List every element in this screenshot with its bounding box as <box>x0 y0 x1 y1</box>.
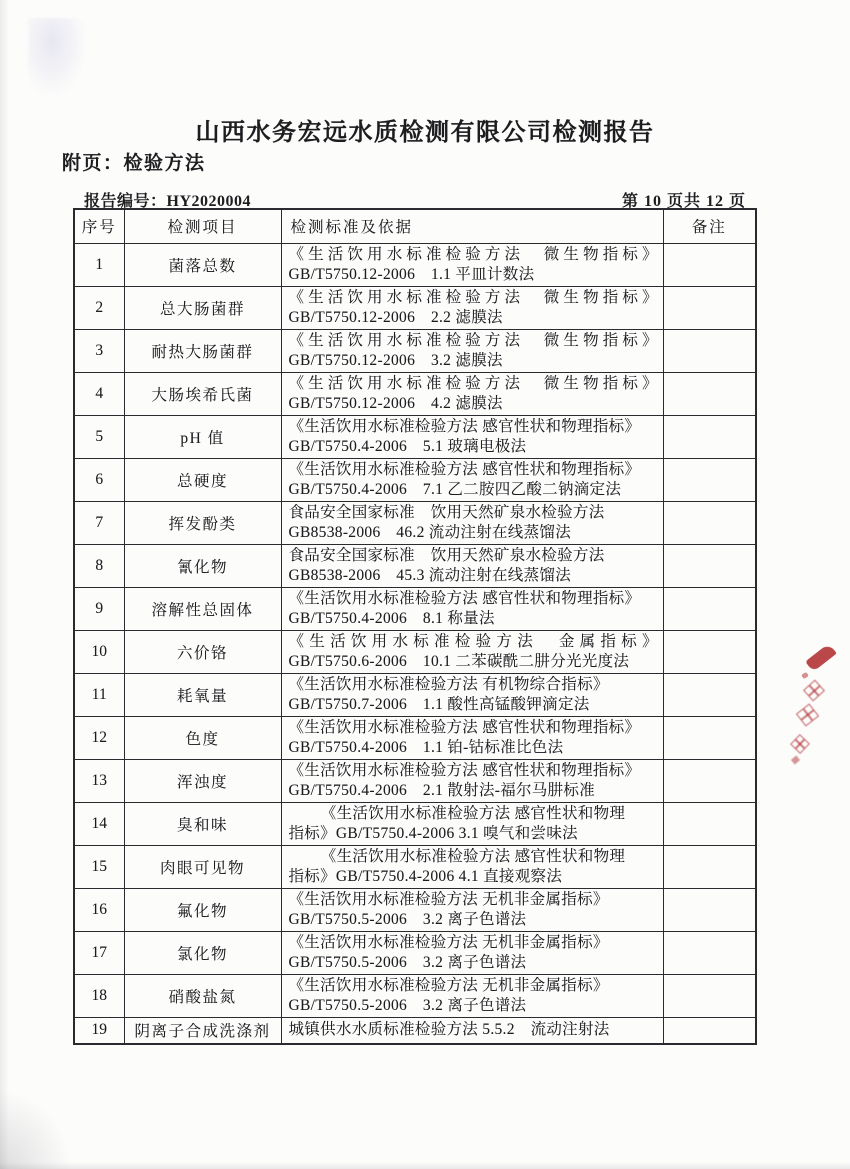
table-row <box>74 415 756 458</box>
row-number-cell: 8 <box>74 544 124 587</box>
table-row <box>74 243 756 286</box>
row-number-cell: 9 <box>74 587 124 630</box>
standard-line: 《生活饮用水标准检验方法 感官性状和物理指标》 <box>288 417 641 435</box>
remark-cell <box>663 630 756 673</box>
standard-line: GB/T5750.12-2006 4.2 滤膜法 <box>288 394 503 412</box>
standard-line: GB/T5750.4-2006 2.1 散射法-福尔马肼标准 <box>288 781 596 799</box>
item-name-cell: 溶解性总固体 <box>124 587 281 630</box>
item-name-cell: 总硬度 <box>124 458 281 501</box>
standard-cell <box>281 415 663 458</box>
seal-glyph-mark <box>803 680 825 702</box>
red-seal-fragment <box>792 645 840 773</box>
standard-cell <box>281 1017 663 1044</box>
row-number-cell: 7 <box>74 501 124 544</box>
remark-cell <box>663 974 756 1017</box>
report-title: 山西水务宏远水质检测有限公司检测报告 <box>195 119 655 147</box>
standard-line: 《生活饮用水标准检验方法 感官性状和物理 <box>320 804 626 822</box>
standard-line: GB/T5750.12-2006 3.2 滤膜法 <box>288 351 503 369</box>
row-number-cell: 15 <box>74 845 124 888</box>
standard-line: GB8538-2006 45.3 流动注射在线蒸馏法 <box>288 566 571 584</box>
table-row <box>74 759 756 802</box>
standard-cell <box>281 286 663 329</box>
remark-cell <box>663 716 756 759</box>
item-name-cell: 肉眼可见物 <box>124 845 281 888</box>
standard-cell <box>281 931 663 974</box>
standard-line: 《生活饮用水标准检验方法 有机物综合指标》 <box>288 675 609 693</box>
standard-line: GB/T5750.12-2006 1.1 平皿计数法 <box>288 265 535 283</box>
standard-cell <box>281 716 663 759</box>
row-number-cell: 1 <box>74 243 124 286</box>
seal-glyph-mark <box>796 703 819 726</box>
row-number-cell: 17 <box>74 931 124 974</box>
remark-cell <box>663 501 756 544</box>
page-indicator: 第 10 页共 12 页 <box>621 193 746 210</box>
table-row <box>74 329 756 372</box>
row-number-cell: 2 <box>74 286 124 329</box>
standard-line: 《生活饮用水标准检验方法 感官性状和物理指标》 <box>288 589 641 607</box>
standard-line: GB/T5750.5-2006 3.2 离子色谱法 <box>288 910 527 928</box>
remark-cell <box>663 243 756 286</box>
col-header-seq: 序号 <box>74 209 124 243</box>
table-row <box>74 716 756 759</box>
standard-cell <box>281 372 663 415</box>
row-number-cell: 16 <box>74 888 124 931</box>
item-name-cell: 氟化物 <box>124 888 281 931</box>
seal-glyph-mark <box>791 755 800 764</box>
scan-corner-shadow <box>0 1092 70 1169</box>
methods-table <box>73 208 757 1045</box>
remark-cell <box>663 372 756 415</box>
item-name-cell: 六价铬 <box>124 630 281 673</box>
remark-cell <box>663 1017 756 1044</box>
standard-cell <box>281 329 663 372</box>
row-number-cell: 10 <box>74 630 124 673</box>
scan-edge-shadow-left <box>0 0 9 1169</box>
remark-cell <box>663 544 756 587</box>
table-row <box>74 501 756 544</box>
standard-line: 城镇供水水质标准检验方法 5.5.2 流动注射法 <box>288 1021 610 1039</box>
item-name-cell: 硝酸盐氮 <box>124 974 281 1017</box>
row-number-cell: 11 <box>74 673 124 716</box>
standard-line: GB/T5750.7-2006 1.1 酸性高锰酸钾滴定法 <box>288 695 590 713</box>
standard-line: 《生活饮用水标准检验方法 无机非金属指标》 <box>288 890 609 908</box>
remark-cell <box>663 845 756 888</box>
standard-line: 《生活饮用水标准检验方法 微生物指标》 <box>288 245 658 263</box>
item-name-cell: 臭和味 <box>124 802 281 845</box>
row-number-cell: 5 <box>74 415 124 458</box>
row-number-cell: 4 <box>74 372 124 415</box>
standard-line: GB8538-2006 46.2 流动注射在线蒸馏法 <box>288 523 571 541</box>
item-name-cell: pH 值 <box>124 415 281 458</box>
table-row <box>74 587 756 630</box>
item-name-cell: 大肠埃希氏菌 <box>124 372 281 415</box>
row-number-cell: 13 <box>74 759 124 802</box>
table-row <box>74 458 756 501</box>
row-number-cell: 14 <box>74 802 124 845</box>
standard-line: GB/T5750.4-2006 5.1 玻璃电极法 <box>288 437 527 455</box>
item-name-cell: 色度 <box>124 716 281 759</box>
row-number-cell: 6 <box>74 458 124 501</box>
standard-cell <box>281 845 663 888</box>
item-name-cell: 菌落总数 <box>124 243 281 286</box>
standard-line: 《生活饮用水标准检验方法 感官性状和物理 <box>320 847 626 865</box>
item-name-cell: 挥发酚类 <box>124 501 281 544</box>
standard-cell <box>281 587 663 630</box>
standard-line: 《生活饮用水标准检验方法 感官性状和物理指标》 <box>288 718 641 736</box>
table-row <box>74 845 756 888</box>
table-row <box>74 931 756 974</box>
remark-cell <box>663 329 756 372</box>
standard-cell <box>281 673 663 716</box>
table-header-row <box>74 209 756 243</box>
standard-line: 《生活饮用水标准检验方法 无机非金属指标》 <box>288 976 609 994</box>
remark-cell <box>663 673 756 716</box>
row-number-cell: 19 <box>74 1017 124 1044</box>
remark-cell <box>663 286 756 329</box>
report-number: 报告编号：HY2020004 <box>84 193 252 210</box>
item-name-cell: 阴离子合成洗涤剂 <box>124 1017 281 1044</box>
remark-cell <box>663 415 756 458</box>
remark-cell <box>663 587 756 630</box>
standard-line: 《生活饮用水标准检验方法 微生物指标》 <box>288 288 658 306</box>
standard-line: 食品安全国家标准 饮用天然矿泉水检验方法 <box>288 546 605 564</box>
row-number-cell: 3 <box>74 329 124 372</box>
row-number-cell: 18 <box>74 974 124 1017</box>
methods-table-body <box>74 243 756 1044</box>
standard-line: GB/T5750.4-2006 8.1 称量法 <box>288 609 495 627</box>
seal-dot <box>801 672 809 679</box>
standard-line: 指标》GB/T5750.4-2006 3.1 嗅气和尝味法 <box>288 824 578 842</box>
standard-line: GB/T5750.5-2006 3.2 离子色谱法 <box>288 996 527 1014</box>
standard-line: 《生活饮用水标准检验方法 感官性状和物理指标》 <box>288 460 641 478</box>
item-name-cell: 耐热大肠菌群 <box>124 329 281 372</box>
remark-cell <box>663 802 756 845</box>
standard-line: 《生活饮用水标准检验方法 无机非金属指标》 <box>288 933 609 951</box>
remark-cell <box>663 458 756 501</box>
standard-cell <box>281 630 663 673</box>
standard-cell <box>281 974 663 1017</box>
table-row <box>74 673 756 716</box>
scan-smudge-artifact <box>28 18 88 98</box>
remark-cell <box>663 931 756 974</box>
standard-line: 《生活饮用水标准检验方法 微生物指标》 <box>288 374 658 392</box>
item-name-cell: 浑浊度 <box>124 759 281 802</box>
standard-cell <box>281 501 663 544</box>
item-name-cell: 氯化物 <box>124 931 281 974</box>
standard-line: 《生活饮用水标准检验方法 微生物指标》 <box>288 331 658 349</box>
table-row <box>74 1017 756 1044</box>
standard-cell <box>281 888 663 931</box>
table-row <box>74 974 756 1017</box>
standard-line: GB/T5750.6-2006 10.1 二苯碳酰二肼分光光度法 <box>288 652 630 670</box>
standard-cell <box>281 243 663 286</box>
table-row <box>74 372 756 415</box>
item-name-cell: 总大肠菌群 <box>124 286 281 329</box>
standard-line: GB/T5750.12-2006 2.2 滤膜法 <box>288 308 503 326</box>
row-number-cell: 12 <box>74 716 124 759</box>
table-row <box>74 544 756 587</box>
standard-line: 食品安全国家标准 饮用天然矿泉水检验方法 <box>288 503 605 521</box>
standard-line: 《生活饮用水标准检验方法 感官性状和物理指标》 <box>288 761 641 779</box>
standard-cell <box>281 759 663 802</box>
standard-line: GB/T5750.4-2006 7.1 乙二胺四乙酸二钠滴定法 <box>288 480 622 498</box>
col-header-item: 检测项目 <box>124 209 281 243</box>
table-row <box>74 630 756 673</box>
remark-cell <box>663 888 756 931</box>
standard-line: GB/T5750.4-2006 1.1 铂-钴标准比色法 <box>288 738 564 756</box>
standard-line: 《生活饮用水标准检验方法 金属指标》 <box>288 632 658 650</box>
table-row <box>74 286 756 329</box>
seal-blob <box>805 643 837 672</box>
standard-cell <box>281 544 663 587</box>
col-header-remark: 备注 <box>663 209 756 243</box>
col-header-standard: 检测标准及依据 <box>281 209 663 243</box>
item-name-cell: 氰化物 <box>124 544 281 587</box>
table-row <box>74 888 756 931</box>
standard-line: GB/T5750.5-2006 3.2 离子色谱法 <box>288 953 527 971</box>
standard-cell <box>281 802 663 845</box>
seal-glyph-mark <box>790 734 810 754</box>
item-name-cell: 耗氧量 <box>124 673 281 716</box>
table-row <box>74 802 756 845</box>
scan-edge-shadow-bottom <box>0 1162 850 1169</box>
standard-cell <box>281 458 663 501</box>
standard-line: 指标》GB/T5750.4-2006 4.1 直接观察法 <box>288 867 563 885</box>
appendix-subtitle: 附页：检验方法 <box>62 153 206 174</box>
remark-cell <box>663 759 756 802</box>
